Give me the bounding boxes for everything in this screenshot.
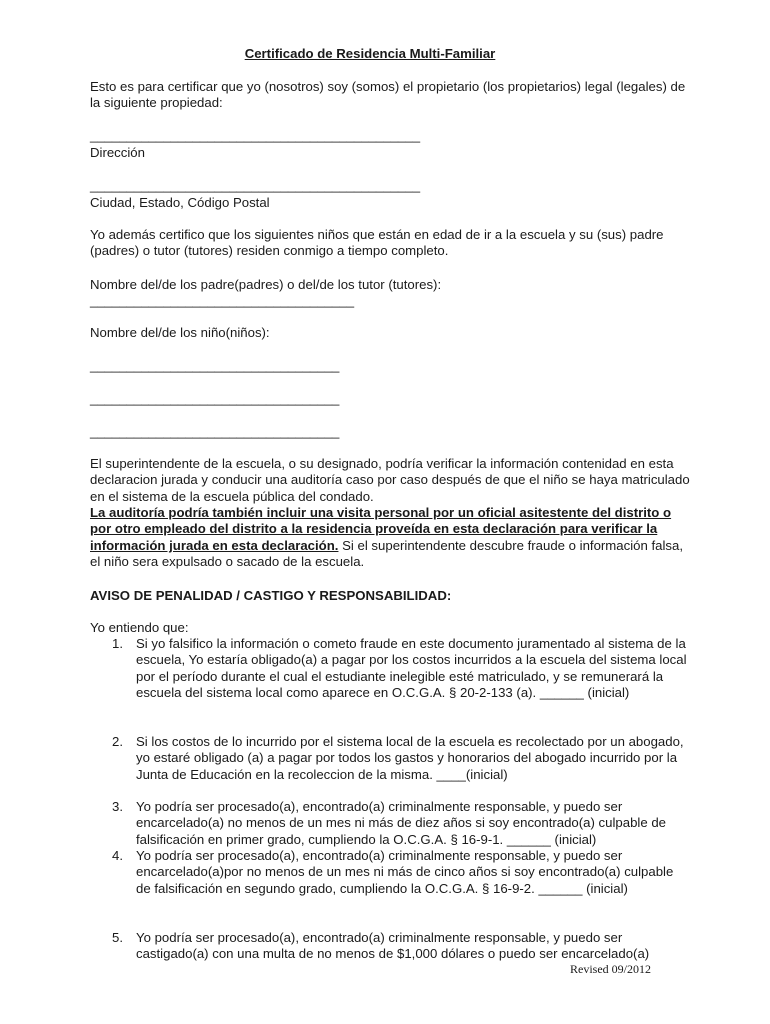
list-item-text: Yo podría ser procesado(a), encontrado(a) criminalmente responsable, y puedo ser encarcelado(a)por no menos de un mes ni más de cinco años si soy encontrado(a) culpable de falsificación en segundo grado, cumpliendo la O.C.G.A. § 16-9-2. ______ (inicial)	[136, 848, 674, 896]
city-line: _____________________________________________	[90, 178, 421, 193]
child-line: __________________________________	[90, 391, 340, 406]
list-item	[112, 636, 690, 701]
understand-label: Yo entiendo que:	[90, 620, 189, 635]
list-item-number: 5.	[112, 930, 123, 945]
list-item-text: Yo podría ser procesado(a), encontrado(a) criminalmente responsable, y puedo ser castigado(a) con una multa de no menos de $1,000 dólares o puedo ser encarcelado(a)	[136, 930, 650, 962]
list-item	[112, 734, 690, 783]
list-item-number: 3.	[112, 799, 123, 814]
certify-paragraph: Yo además certifico que los siguientes niños que están en edad de ir a la escuela y su (sus) padre (padres) o tutor (tutores) residen conmigo a tiempo completo.	[90, 227, 664, 259]
superintendent-paragraph: El superintendente de la escuela, o su designado, podría verificar la información contenidad en esta declaracion jurada y conducir una auditoría caso por caso después de que el niño se haya matriculado en el sistema de la escuela pública del condado.	[90, 456, 690, 504]
audit-rest-text: Si el superintendente descubre fraude o información falsa, el niño sera expulsado o sacado de la escuela.	[90, 537, 684, 569]
list-item	[112, 930, 690, 963]
intro-paragraph: Esto es para certificar que yo (nosotros) soy (somos) el propietario (los propietarios) legal (legales) de la siguiente propiedad:	[90, 79, 686, 111]
parents-line: ____________________________________	[90, 293, 355, 308]
list-item-number: 1.	[112, 636, 123, 651]
children-label: Nombre del/de los niño(niños):	[90, 325, 270, 340]
audit-bold-text: La auditoría podría también incluir una visita personal por un oficial asitestente del distrito o por otro empleado del distrito a la residencia proveída en esta declaración para verificar la información jurada en esta declaración.	[90, 505, 672, 553]
list-item-text: Yo podría ser procesado(a), encontrado(a) criminalmente responsable, y puedo ser encarcelado(a) no menos de un mes ni más de diez años si soy encontrado(a) culpable de falsificación en primer grado, cumpliendo la O.C.G.A. § 16-9-1. ______ (inicial)	[136, 799, 667, 847]
audit-paragraph	[90, 505, 690, 570]
list-item	[112, 848, 690, 897]
child-line: __________________________________	[90, 358, 340, 373]
address-label: Dirección	[90, 145, 145, 160]
address-line: _____________________________________________	[90, 128, 421, 143]
list-item	[112, 799, 690, 848]
penalty-heading: AVISO DE PENALIDAD / CASTIGO Y RESPONSABILIDAD:	[90, 588, 452, 603]
list-item-number: 4.	[112, 848, 123, 863]
parents-label: Nombre del/de los padre(padres) o del/de los tutor (tutores):	[90, 277, 442, 292]
city-label: Ciudad, Estado, Código Postal	[90, 195, 270, 210]
child-line: __________________________________	[90, 424, 340, 439]
revision-note: Revised 09/2012	[570, 962, 651, 976]
list-item-number: 2.	[112, 734, 123, 749]
list-item-text: Si los costos de lo incurrido por el sistema local de la escuela es recolectado por un abogado, yo estaré obligado (a) a pagar por todos los gastos y honorarios del abogado incurrido por la Junta de Educación en la recoleccion de la misma. ____(inicial)	[136, 734, 684, 782]
list-item-text: Si yo falsifico la información o cometo fraude en este documento juramentado al sistema de la escuela, Yo estaría obligado(a) a pagar por los costos incurridos a la escuela del sistema local por el período durante el cual el estudiante inelegible esté matriculado, y se remunerará la escuela del sistema local como aparece en O.C.G.A. § 20-2-133 (a). ______ (inicial)	[136, 636, 687, 700]
document-title: Certificado de Residencia Multi-Familiar	[244, 46, 496, 61]
